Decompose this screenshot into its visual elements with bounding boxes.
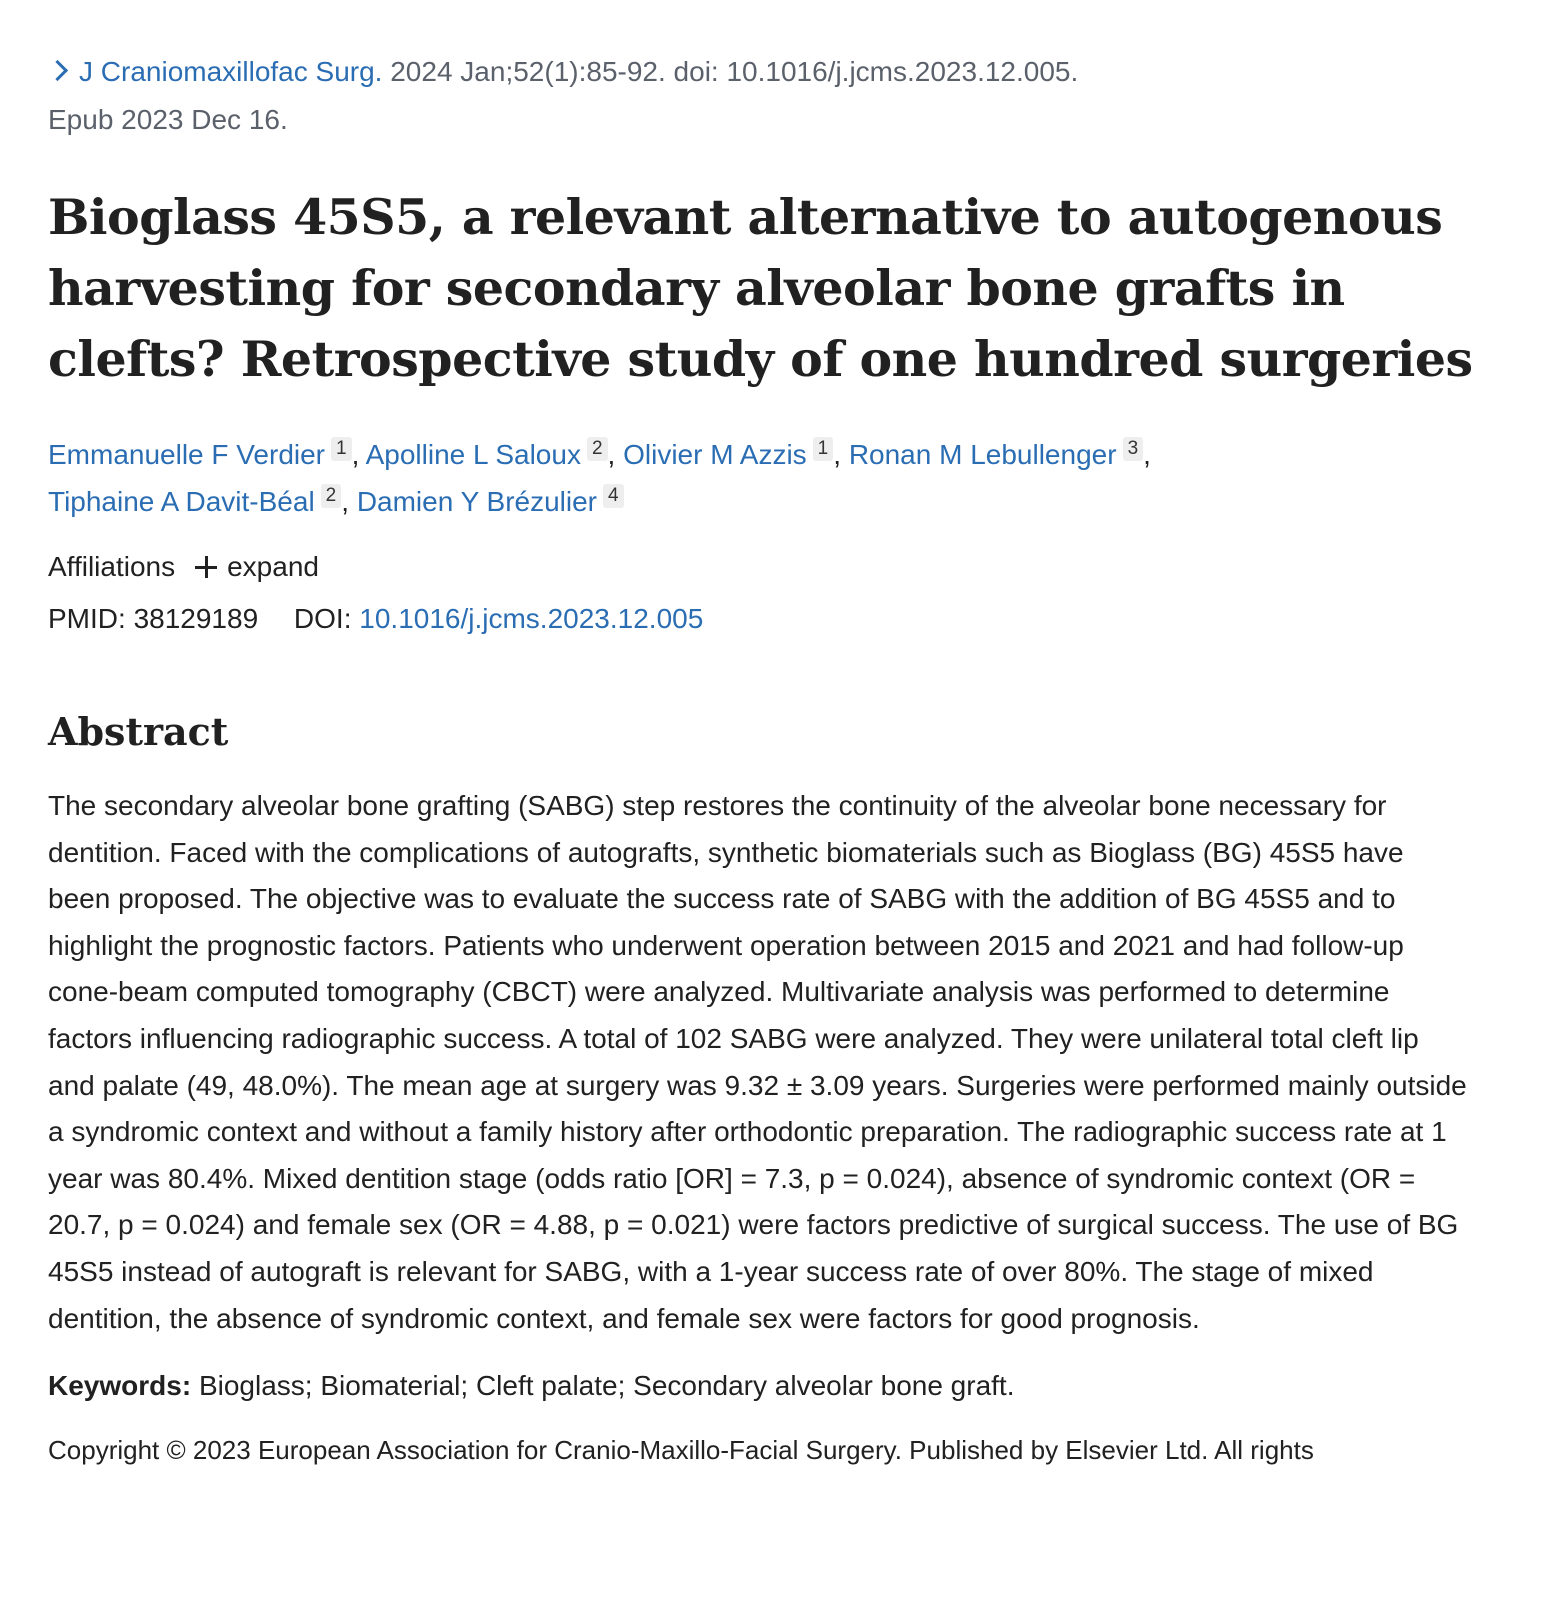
authors-list: Emmanuelle F Verdier 1 , Apolline L Saloux 2 , Olivier M Azzis 1 , Ronan M Lebullenger 3 , Tiphaine A Davit-Béal 2 , Damien Y Brézulier 4 [48,438,1151,517]
affiliation-ref[interactable]: 1 [813,437,834,461]
affiliation-ref[interactable]: 2 [321,484,342,508]
author-link[interactable]: Tiphaine A Davit-Béal [48,486,315,517]
abstract-heading: Abstract [48,709,229,754]
chevron-right-icon[interactable] [47,60,68,81]
author-item [48,439,352,470]
copyright-text: Copyright © 2023 European Association for Cranio-Maxillo-Facial Surgery. Published by Elsevier Ltd. All rights [48,1435,1314,1466]
abstract-text: The secondary alveolar bone grafting (SABG) step restores the continuity of the alveolar bone necessary for dentition. Faced with the complications of autografts, synthetic biomaterials such as Bioglass (BG) 45S5 have been proposed. The objective was to evaluate the success rate of SABG with the addition of BG 45S5 and to highlight the prognostic factors. Patients who underwent operation between 2015 and 2021 and had follow-up cone-beam computed tomography (CBCT) were analyzed. Multivariate analysis was performed to determine factors influencing radiographic success. A total of 102 SABG were analyzed. They were unilateral total cleft lip and palate (49, 48.0%). The mean age at surgery was 9.32 ± 3.09 years. Surgeries were performed mainly outside a syndromic context and without a family history after orthodontic preparation. The radiographic success rate at 1 year was 80.4%. Mixed dentition stage (odds ratio [OR] = 7.3, p = 0.024), absence of syndromic context (OR = 20.7, p = 0.024) and female sex (OR = 4.88, p = 0.021) were factors predictive of surgical success. The use of BG 45S5 instead of autograft is relevant for SABG, with a 1-year success rate of over 80%. The stage of mixed dentition, the absence of syndromic context, and female sex were factors for good prognosis. [48,790,1467,1334]
author-link[interactable]: Apolline L Saloux [365,439,581,470]
affiliation-ref[interactable]: 1 [331,437,352,461]
keywords-text: Bioglass; Biomaterial; Cleft palate; Secondary alveolar bone graft. [198,1370,1015,1402]
affiliation-ref[interactable]: 4 [603,484,624,508]
journal-link[interactable]: J Craniomaxillofac Surg. [79,56,383,87]
article-title: Bioglass 45S5, a relevant alternative to autogenous harvesting for secondary alveolar bone grafts in clefts? Retrospective study of one hundred surgeries [48,188,1473,388]
affiliation-ref[interactable]: 2 [587,437,608,461]
doi-label: DOI: [293,603,352,634]
affiliations-toggle [48,547,1488,587]
author-item [623,439,833,470]
author-link[interactable]: Emmanuelle F Verdier [48,439,326,470]
author-item [357,486,624,517]
author-item [48,486,341,517]
citation-details: 2024 Jan;52(1):85-92. doi: 10.1016/j.jcms.2023.12.005. [390,56,1079,87]
author-item [849,439,1143,470]
pmid-label: PMID: [48,603,126,634]
affiliations-label: Affiliations [48,551,176,582]
expand-button[interactable]: expand [227,551,319,582]
article-identifiers [48,599,1488,639]
keywords-label: Keywords: [48,1370,192,1402]
author-link[interactable]: Olivier M Azzis [623,439,807,470]
keywords [48,1366,1488,1406]
doi-link[interactable]: 10.1016/j.jcms.2023.12.005 [359,603,704,634]
affiliation-ref[interactable]: 3 [1123,437,1144,461]
author-item [366,439,608,470]
article-page [48,48,1488,1470]
pmid-value: 38129189 [133,603,259,634]
epub-date: Epub 2023 Dec 16. [48,104,288,135]
author-link[interactable]: Damien Y Brézulier [356,486,597,517]
journal-citation [48,48,1488,144]
author-link[interactable]: Ronan M Lebullenger [848,439,1117,470]
plus-icon[interactable] [195,556,217,578]
